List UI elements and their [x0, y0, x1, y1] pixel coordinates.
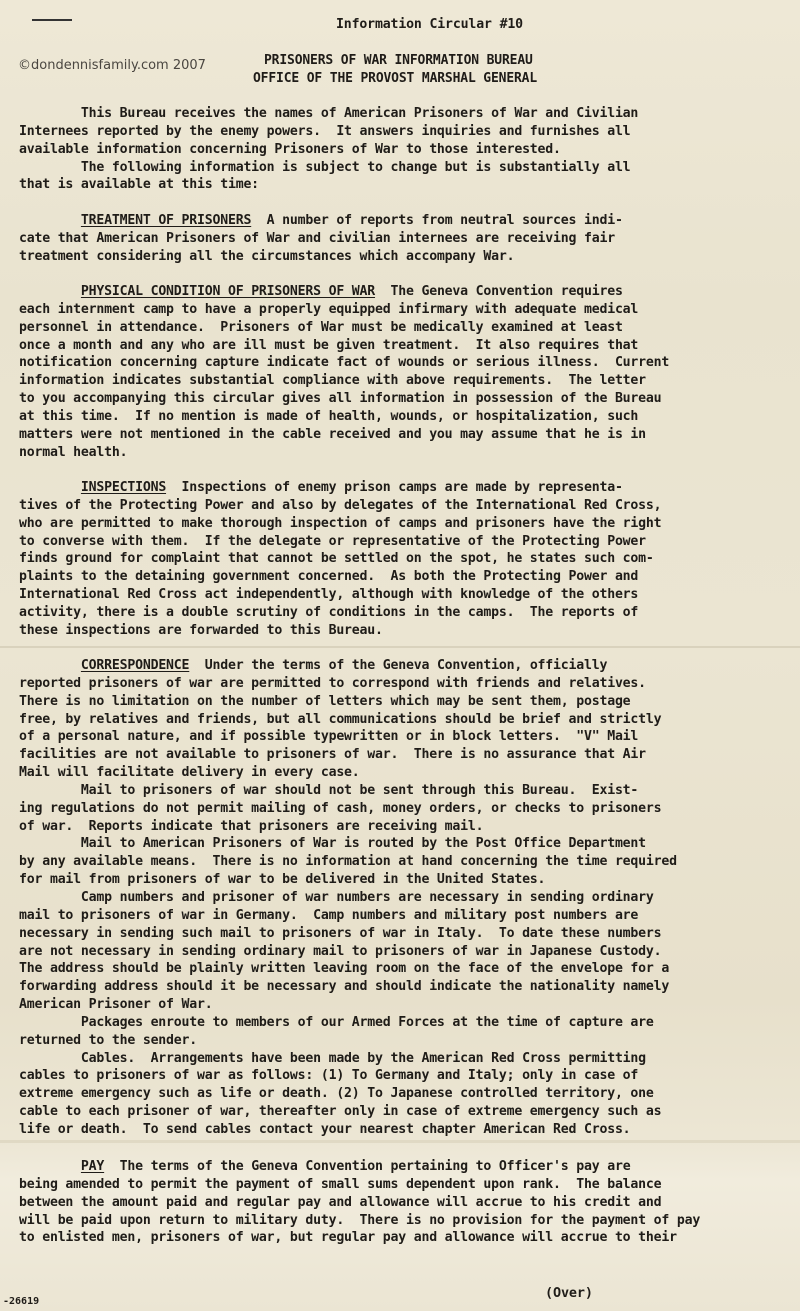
text-line: to converse with them. If the delegate or representative of the Protecting Power [19, 533, 646, 549]
section-heading: PHYSICAL CONDITION OF PRISONERS OF WAR [80, 284, 376, 299]
form-number: -26619 [3, 1296, 40, 1307]
text-line: Camp numbers and prisoner of war numbers are necessary in sending ordinary [19, 889, 654, 905]
text-line: Mail to prisoners of war should not be sent through this Bureau. Exist- [19, 782, 639, 798]
text-line: The address should be plainly written leaving room on the face of the envelope for a [19, 961, 670, 977]
text-line: Under the terms of the Geneva Convention, officially [189, 658, 608, 673]
text-line: notification concerning capture indicate fact of wounds or serious illness. Current [19, 355, 670, 371]
text-line: tives of the Protecting Power and also by delegates of the International Red Cross, [19, 497, 662, 513]
text-line: finds ground for complaint that cannot be settled on the spot, he states such com- [19, 551, 654, 567]
text-line: who are permitted to make thorough inspection of camps and prisoners have the right [19, 515, 662, 531]
text-line: mail to prisoners of war in Germany. Camp numbers and military post numbers are [19, 907, 639, 923]
text-line: are not necessary in sending ordinary mail to prisoners of war in Japanese Custody. [19, 943, 662, 959]
text-line: necessary in sending such mail to prisoners of war in Italy. To date these numbers [19, 925, 662, 941]
section-inspections [19, 479, 789, 640]
text-line: to enlisted men, prisoners of war, but regular pay and allowance will accrue to their [19, 1230, 677, 1246]
text-line: This Bureau receives the names of American Prisoners of War and Civilian [19, 106, 639, 121]
text-line: normal health. [19, 444, 128, 460]
text-line: Cables. Arrangements have been made by the American Red Cross permitting [19, 1050, 646, 1066]
text-line: being amended to permit the payment of small sums dependent upon rank. The balance [19, 1176, 662, 1192]
text-line: activity, there is a double scrutiny of conditions in the camps. The reports of [19, 604, 639, 620]
text-line: to you accompanying this circular gives all information in possession of the Bureau [19, 391, 662, 407]
section-physical-condition [19, 283, 789, 461]
text-line: information indicates substantial compliance with above requirements. The letter [19, 373, 646, 389]
text-line: once a month and any who are ill must be given treatment. It also requires that [19, 337, 639, 353]
text-line: these inspections are forwarded to this Bureau. [19, 622, 383, 638]
paper-fold [0, 646, 800, 648]
text-line: A number of reports from neutral sources indi- [251, 213, 623, 228]
text-line: forwarding address should it be necessary and should indicate the nationality namely [19, 979, 670, 995]
text-line: treatment considering all the circumstances which accompany War. [19, 248, 515, 264]
text-line: extreme emergency such as life or death. (2) To Japanese controlled territory, one [19, 1086, 654, 1102]
section-heading: TREATMENT OF PRISONERS [80, 213, 252, 228]
text-line: The Geneva Convention requires [375, 284, 623, 299]
text-line: personnel in attendance. Prisoners of War must be medically examined at least [19, 319, 623, 335]
paper-fold [0, 1140, 800, 1143]
text-line: cable to each prisoner of war, thereafter only in case of extreme emergency such as [19, 1104, 662, 1120]
circular-title: Information Circular #10 [336, 17, 523, 32]
text-line: available information concerning Prisoners of War to those interested. [19, 141, 561, 157]
text-line: American Prisoner of War. [19, 997, 213, 1013]
text-line: free, by relatives and friends, but all communications should be brief and strictly [19, 711, 662, 727]
text-line: each internment camp to have a properly equipped infirmary with adequate medical [19, 301, 639, 317]
text-line: at this time. If no mention is made of health, wounds, or hospitalization, such [19, 408, 639, 424]
text-line: reported prisoners of war are permitted to correspond with friends and relatives. [19, 675, 646, 691]
text-line: returned to the sender. [19, 1032, 198, 1048]
text-line: of war. Reports indicate that prisoners are receiving mail. [19, 818, 484, 834]
text-line: facilities are not available to prisoners of war. There is no assurance that Air [19, 747, 646, 763]
text-line: The following information is subject to change but is substantially all [19, 159, 631, 175]
intro-paragraph [19, 105, 789, 194]
text-line: between the amount paid and regular pay and allowance will accrue to his credit and [19, 1194, 662, 1210]
text-line: Packages enroute to members of our Armed Forces at the time of capture are [19, 1014, 654, 1030]
section-heading: CORRESPONDENCE [80, 658, 190, 673]
text-line: life or death. To send cables contact your nearest chapter American Red Cross. [19, 1121, 631, 1137]
text-line: Internees reported by the enemy powers. It answers inquiries and furnishes all [19, 123, 631, 139]
section-heading: INSPECTIONS [80, 480, 167, 495]
text-line: for mail from prisoners of war to be delivered in the United States. [19, 872, 546, 888]
text-line: The terms of the Geneva Convention pertaining to Officer's pay are [104, 1159, 631, 1174]
bureau-title: PRISONERS OF WAR INFORMATION BUREAU [264, 53, 533, 68]
section-pay [19, 1158, 789, 1247]
text-line: cables to prisoners of war as follows: (1) To Germany and Italy; only in case of [19, 1068, 639, 1084]
text-line: International Red Cross act independently, although with knowledge of the others [19, 587, 639, 603]
section-correspondence [19, 657, 789, 1139]
over-label: (Over) [545, 1285, 593, 1301]
text-line: plaints to the detaining government concerned. As both the Protecting Power and [19, 569, 639, 585]
text-line: cate that American Prisoners of War and civilian internees are receiving fair [19, 230, 615, 246]
text-line: Inspections of enemy prison camps are made by representa- [166, 480, 623, 495]
text-line: Mail will facilitate delivery in every case. [19, 765, 360, 781]
top-rule [32, 19, 72, 21]
text-line: by any available means. There is no information at hand concerning the time required [19, 854, 677, 870]
text-line: matters were not mentioned in the cable received and you may assume that he is in [19, 426, 646, 442]
text-line: ing regulations do not permit mailing of cash, money orders, or checks to prisoners [19, 800, 662, 816]
section-treatment [19, 212, 789, 266]
text-line: will be paid upon return to military duty. There is no provision for the payment of pay [19, 1212, 701, 1228]
watermark: ©dondennisfamily.com 2007 [18, 58, 206, 73]
text-line: that is available at this time: [19, 177, 259, 193]
text-line: of a personal nature, and if possible typewritten or in block letters. "V" Mail [19, 729, 639, 745]
office-title: OFFICE OF THE PROVOST MARSHAL GENERAL [253, 71, 538, 86]
section-heading: PAY [80, 1159, 105, 1174]
text-line: Mail to American Prisoners of War is routed by the Post Office Department [19, 836, 646, 852]
text-line: There is no limitation on the number of letters which may be sent them, postage [19, 693, 631, 709]
